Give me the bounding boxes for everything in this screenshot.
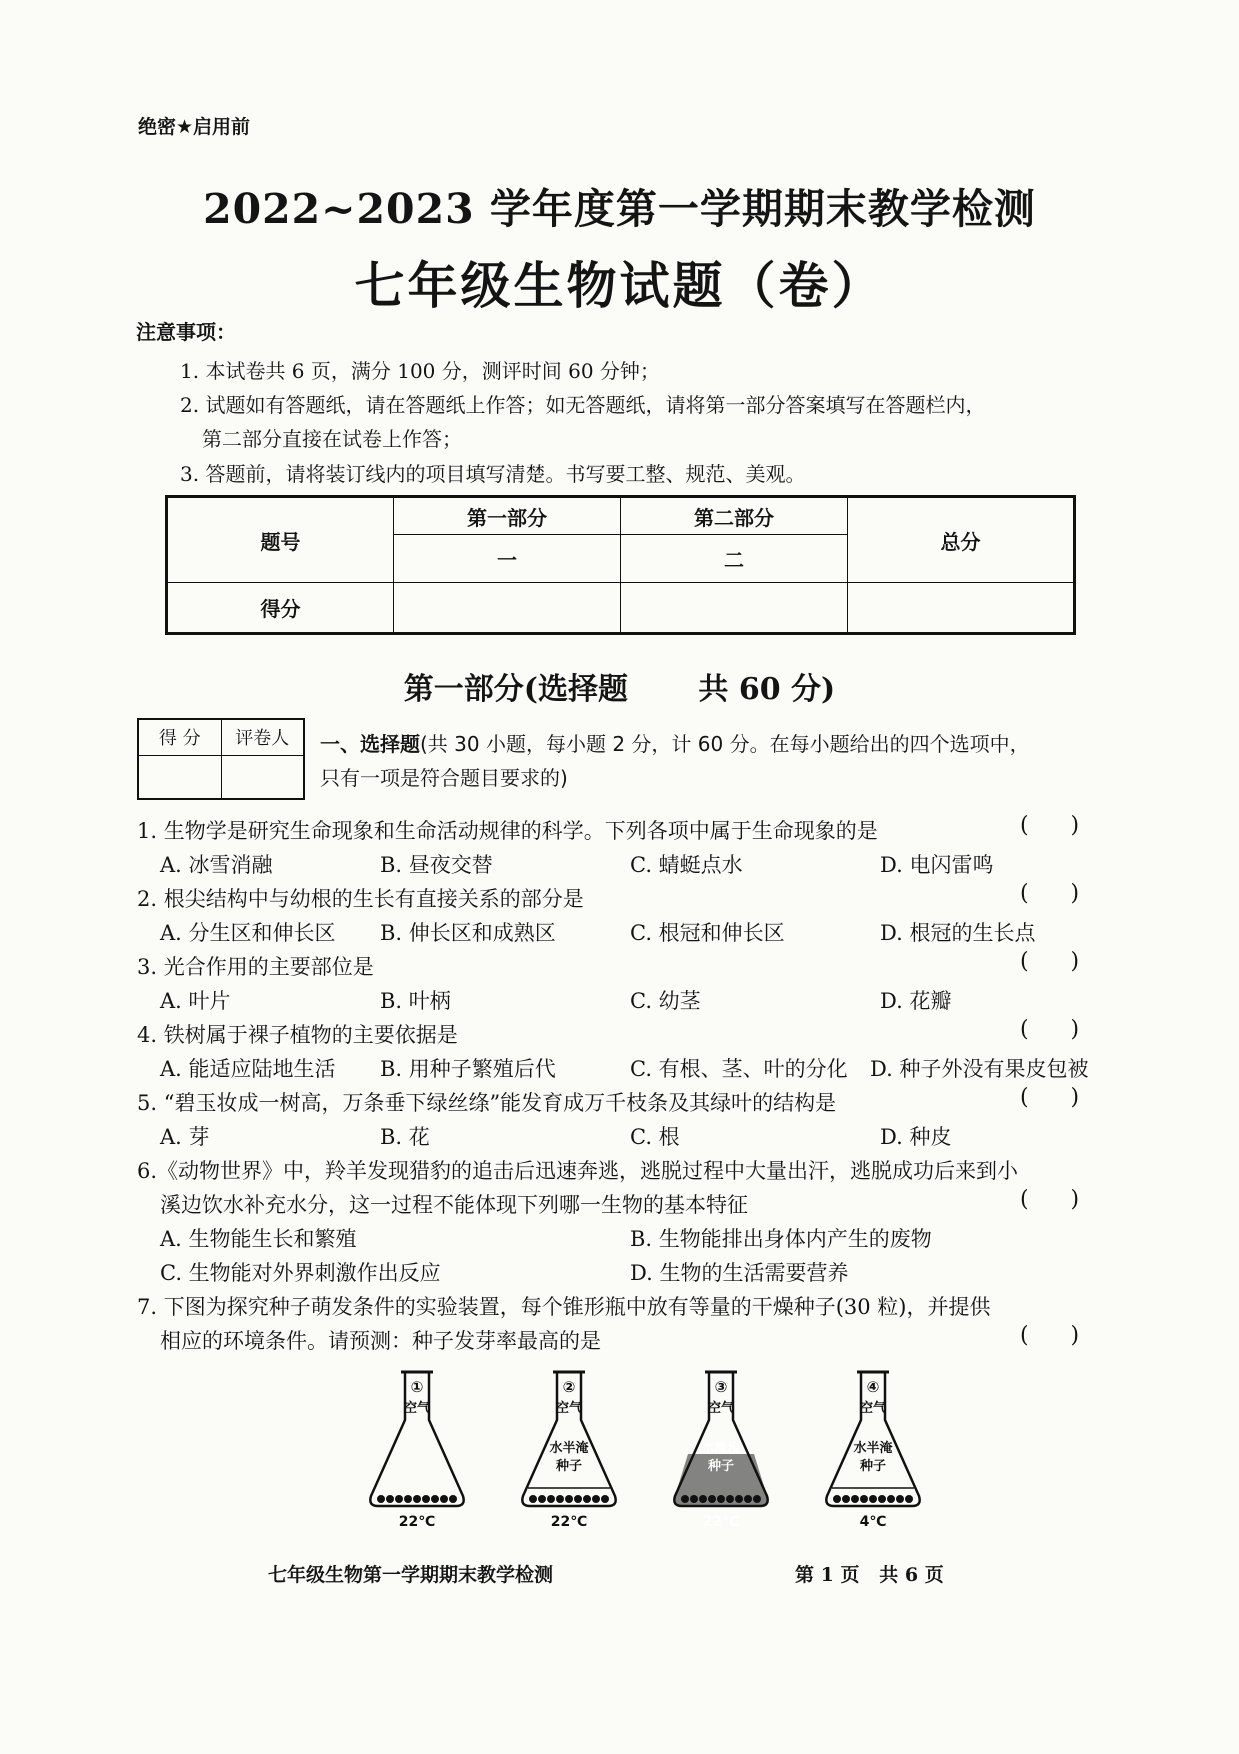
q1-option-d: D. 电闪雷鸣 [880,853,994,877]
seed-dot [833,1495,841,1503]
score-cell-total[interactable] [848,583,1075,634]
seed-dot [377,1495,385,1503]
grader-score-label: 得 分 [138,719,221,755]
exam-subtitle: 七年级生物试题（卷） [354,257,885,315]
exam-title: 2022~2023 学年度第一学期期末教学检测 [203,185,1036,233]
answer-paren-7[interactable]: ( ) [1020,1323,1080,1348]
flask-3 [674,1372,767,1530]
seed-dot [681,1495,689,1503]
seed-dot [717,1495,725,1503]
part1-points: 共 60 分) [698,672,836,707]
seed-dot [395,1495,403,1503]
grader-box [137,718,305,800]
score-cell-part2[interactable] [621,583,848,634]
section1-heading: 一、选择题 [320,732,420,756]
flask-water-label: 水半淹 [549,1441,589,1456]
seed-dot [529,1495,537,1503]
q5-option-d: D. 种皮 [880,1125,952,1149]
answer-paren-4[interactable]: ( ) [1020,1017,1080,1042]
q5-option-a: A. 芽 [160,1125,210,1149]
note-item: 2. 试题如有答题纸，请在答题纸上作答；如无答题纸，请将第一部分答案填写在答题栏内， [180,393,986,417]
flask-temperature-label: 22℃ [550,1514,588,1530]
q6-option-c: C. 生物能对外界刺激作出反应 [160,1261,441,1285]
seed-dot [574,1495,582,1503]
flask-air-label: 空气 [555,1401,583,1416]
q2-option-c: C. 根冠和伸长区 [630,921,785,945]
grader-name-cell[interactable] [221,755,304,799]
seed-dot [431,1495,439,1503]
seed-dot [753,1495,761,1503]
q5-option-b: B. 花 [380,1125,430,1149]
seed-dot [592,1495,600,1503]
answer-paren-2[interactable]: ( ) [1020,881,1080,906]
q2-option-a: A. 分生区和伸长区 [160,921,336,945]
q1-option-a: A. 冰雪消融 [160,853,273,877]
score-table [165,495,1076,635]
question-5-stem: 5. “碧玉妆成一树高，万条垂下绿丝绦”能发育成万千枝条及其绿叶的结构是 [137,1091,837,1115]
seed-dot [601,1495,609,1503]
q3-option-d: D. 花瓣 [880,989,952,1013]
section1-desc-line2: 只有一项是符合题目要求的) [320,766,568,790]
seed-dot [887,1495,895,1503]
score-table-total: 总分 [848,497,1075,583]
seed-dot [583,1495,591,1503]
q3-option-c: C. 幼茎 [630,989,701,1013]
seed-dot [404,1495,412,1503]
flask-temperature-label: 4℃ [859,1514,887,1530]
section1-description [320,727,1100,795]
seed-dot [699,1495,707,1503]
question-2-stem: 2. 根尖结构中与幼根的生长有直接关系的部分是 [137,887,584,911]
seed-dot [690,1495,698,1503]
seed-dot [708,1495,716,1503]
q6-option-d: D. 生物的生活需要营养 [630,1261,849,1285]
part1-title [0,664,1239,708]
footer-page-number: 第 1 页 共 6 页 [795,1564,944,1586]
seed-dot [386,1495,394,1503]
score-table-question-label: 题号 [167,497,394,583]
flask-number-label: ④ [866,1378,880,1396]
flask-1 [370,1372,463,1530]
flask-seeds-label: 种子 [555,1459,583,1474]
q4-option-b: B. 用种子繁殖后代 [380,1057,556,1081]
flask-water-label: 水淹没 [701,1441,741,1456]
confidential-mark: 绝密★启用前 [138,116,251,138]
flask-air-label: 空气 [403,1401,431,1416]
grader-score-cell[interactable] [138,755,221,799]
score-table-section2: 二 [621,535,848,583]
q1-option-c: C. 蜻蜓点水 [630,853,743,877]
question-4-stem: 4. 铁树属于裸子植物的主要依据是 [137,1023,458,1047]
section1-desc-line1: (共 30 小题，每小题 2 分，计 60 分。在每小题给出的四个选项中， [420,732,1030,756]
answer-paren-1[interactable]: ( ) [1020,813,1080,838]
question-6-stem-line1: 6.《动物世界》中，羚羊发现猎豹的追击后迅速奔逃，逃脱过程中大量出汗，逃脱成功后来到小 [137,1159,1019,1183]
seed-dot [860,1495,868,1503]
score-table-part2: 第二部分 [621,497,848,535]
note-item: 1. 本试卷共 6 页，满分 100 分，测评时间 60 分钟； [180,359,660,383]
flask-experiment-figure [355,1370,893,1530]
seed-dot [744,1495,752,1503]
seed-dot [735,1495,743,1503]
question-7-stem-line2: 相应的环境条件。请预测：种子发芽率最高的是 [160,1329,601,1353]
flask-air-label: 空气 [707,1401,735,1416]
seed-dot [851,1495,859,1503]
seed-dot [565,1495,573,1503]
footer-exam-name: 七年级生物第一学期期末教学检测 [268,1564,554,1586]
seed-dot [422,1495,430,1503]
answer-paren-3[interactable]: ( ) [1020,949,1080,974]
flask-temperature-label: 22℃ [398,1514,436,1530]
q3-option-a: A. 叶片 [160,989,231,1013]
q4-option-d: D. 种子外没有果皮包被 [870,1057,1089,1081]
notes-heading: 注意事项： [136,320,236,344]
seed-dot [556,1495,564,1503]
seed-dot [538,1495,546,1503]
score-table-part1: 第一部分 [394,497,621,535]
seed-dot [726,1495,734,1503]
q1-option-b: B. 昼夜交替 [380,853,493,877]
seed-dot [449,1495,457,1503]
q3-option-b: B. 叶柄 [380,989,451,1013]
note-item: 3. 答题前，请将装订线内的项目填写清楚。书写要工整、规范、美观。 [180,462,806,486]
seed-dot [896,1495,904,1503]
score-table-section1: 一 [394,535,621,583]
part1-title-text: 第一部分(选择题 [403,672,628,707]
question-1-stem: 1. 生物学是研究生命现象和生命活动规律的科学。下列各项中属于生命现象的是 [137,819,878,843]
flask-number-label: ① [410,1378,424,1396]
question-7-stem-line1: 7. 下图为探究种子萌发条件的实验装置，每个锥形瓶中放有等量的干燥种子(30 粒)，并提供 [137,1295,991,1319]
note-item: 第二部分直接在试卷上作答； [202,427,462,451]
flask-number-label: ② [562,1378,576,1396]
q4-option-a: A. 能适应陆地生活 [160,1057,336,1081]
score-cell-part1[interactable] [394,583,621,634]
q4-option-c: C. 有根、茎、叶的分化 [630,1057,848,1081]
seed-dot [869,1495,877,1503]
q6-option-a: A. 生物能生长和繁殖 [160,1227,357,1251]
seed-dot [440,1495,448,1503]
answer-paren-5[interactable]: ( ) [1020,1085,1080,1110]
q2-option-d: D. 根冠的生长点 [880,921,1036,945]
question-6-stem-line2: 溪边饮水补充水分，这一过程不能体现下列哪一生物的基本特征 [160,1193,748,1217]
seed-dot [547,1495,555,1503]
flask-2 [522,1372,615,1530]
flask-seeds-label: 种子 [859,1459,887,1474]
seed-dot [413,1495,421,1503]
seed-dot [842,1495,850,1503]
grader-label: 评卷人 [221,719,304,755]
flask-air-label: 空气 [859,1401,887,1416]
q5-option-c: C. 根 [630,1125,680,1149]
seed-dot [878,1495,886,1503]
flask-4 [826,1372,919,1530]
flask-water-label: 水半淹 [853,1441,893,1456]
answer-paren-6[interactable]: ( ) [1020,1187,1080,1212]
score-table-score-label: 得分 [167,583,394,634]
question-3-stem: 3. 光合作用的主要部位是 [137,955,374,979]
flask-seeds-label: 种子 [707,1459,735,1474]
q2-option-b: B. 伸长区和成熟区 [380,921,556,945]
q6-option-b: B. 生物能排出身体内产生的废物 [630,1227,932,1251]
seed-dot [905,1495,913,1503]
flask-number-label: ③ [714,1378,728,1396]
flask-temperature-label: 22℃ [702,1514,740,1530]
